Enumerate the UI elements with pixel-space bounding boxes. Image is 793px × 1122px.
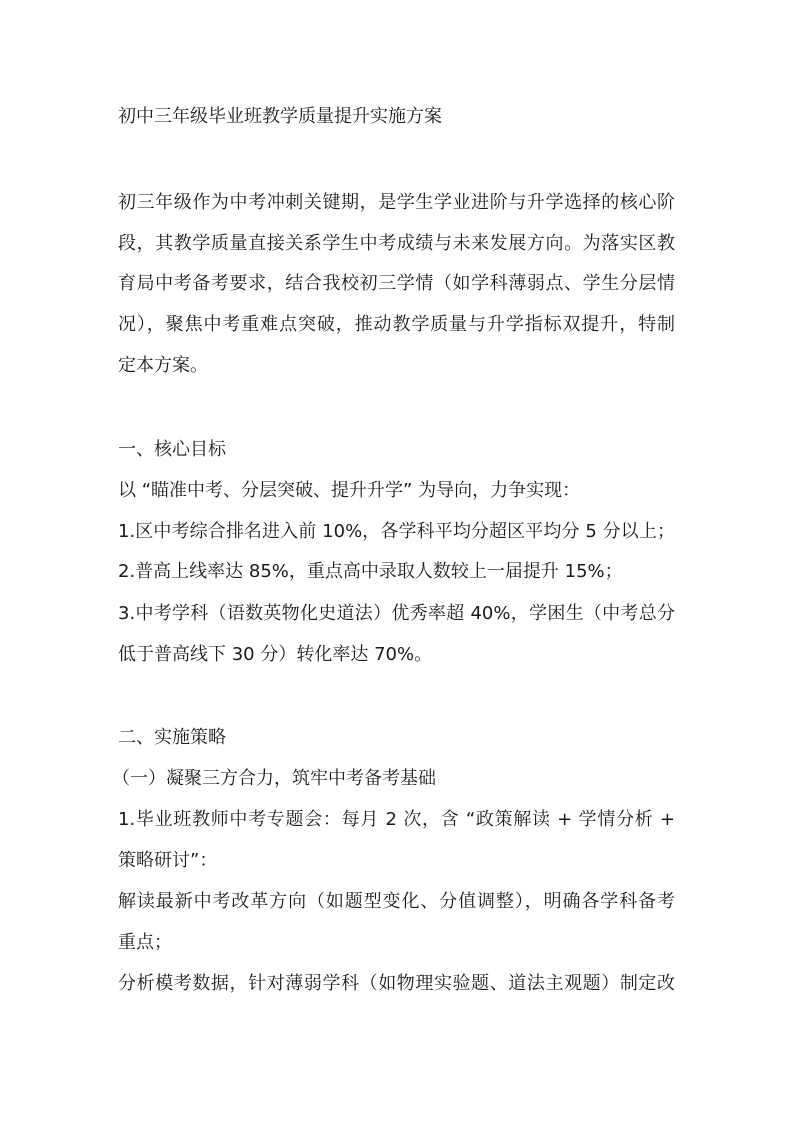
strategy-line: 重点； (118, 932, 172, 953)
strategy-line: 策略研讨”： (118, 850, 218, 871)
document-title: 初中三年级毕业班教学质量提升实施方案 (118, 106, 442, 127)
intro-line: 段，其教学质量直接关系学生中考成绩与未来发展方向。为落实区教 (118, 233, 675, 254)
intro-line: 初三年级作为中考冲刺关键期，是学生学业进阶与升学选择的核心阶 (118, 192, 675, 213)
strategy-line: 解读最新中考改革方向（如题型变化、分值调整），明确各学科备考 (118, 891, 675, 912)
strategy-line: 1.毕业班教师中考专题会：每月 2 次，含 “政策解读 + 学情分析 + (118, 809, 675, 830)
section-heading-goals: 一、核心目标 (118, 439, 226, 460)
strategy-subheading: （一）凝聚三方合力，筑牢中考备考基础 (112, 768, 436, 789)
strategy-line: 分析模考数据，针对薄弱学科（如物理实验题、道法主观题）制定改 (118, 973, 675, 994)
intro-line: 况），聚焦中考重难点突破，推动教学质量与升学指标双提升，特制 (118, 314, 675, 335)
goal-item: 2.普高上线率达 85%，重点高中录取人数较上一届提升 15%； (118, 561, 623, 582)
section-heading-strategy: 二、实施策略 (118, 727, 226, 748)
goal-item: 3.中考学科（语数英物化史道法）优秀率超 40%，学困生（中考总分 (118, 603, 675, 624)
goal-item: 1.区中考综合排名进入前 10%，各学科平均分超区平均分 5 分以上； (118, 521, 675, 542)
goal-item: 低于普高线下 30 分）转化率达 70%。 (118, 644, 433, 665)
intro-line: 定本方案。 (118, 355, 208, 376)
goals-lead: 以 “瞄准中考、分层突破、提升升学” 为导向，力争实现： (118, 480, 581, 501)
intro-line: 育局中考备考要求，结合我校初三学情（如学科薄弱点、学生分层情 (118, 273, 675, 294)
